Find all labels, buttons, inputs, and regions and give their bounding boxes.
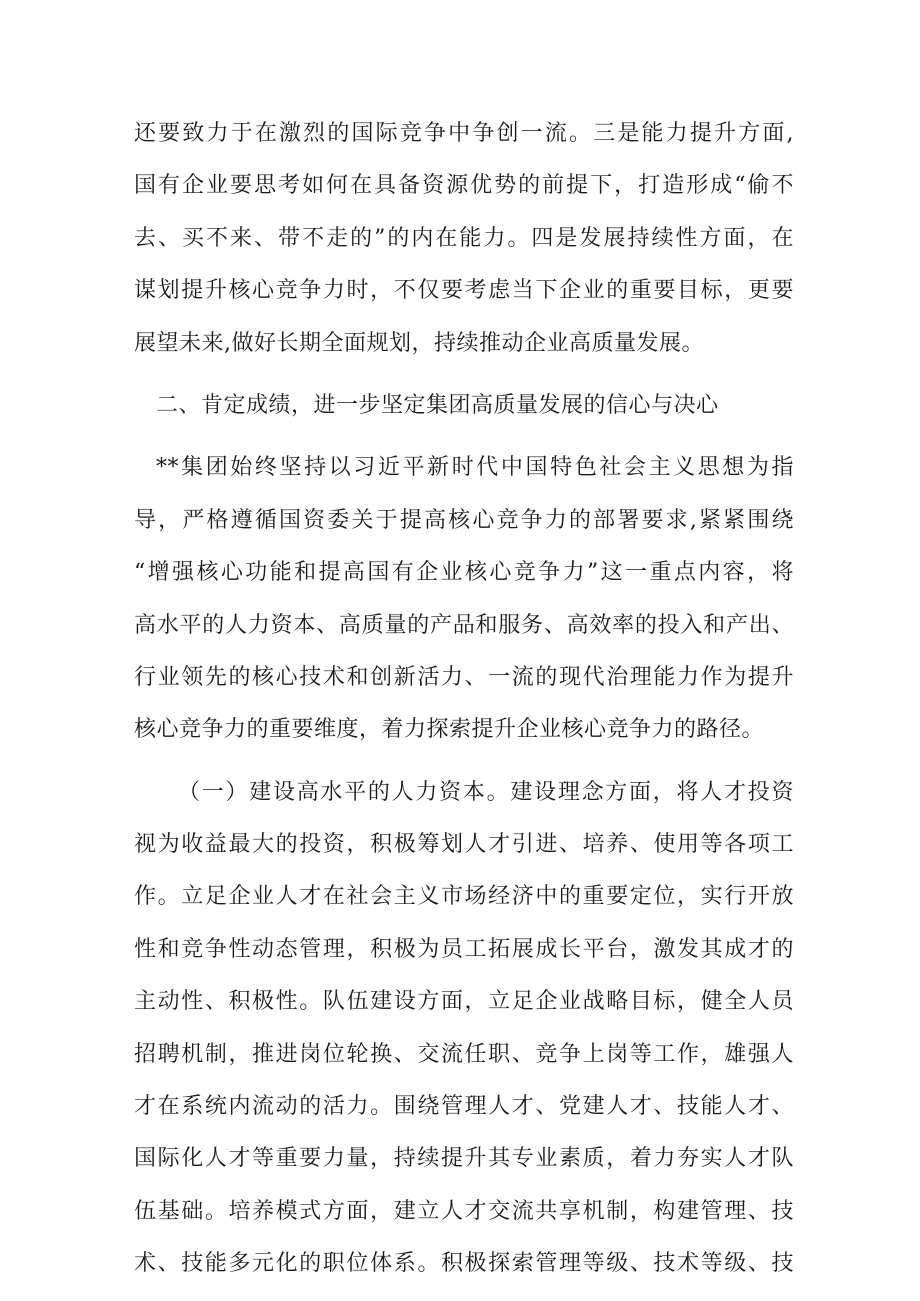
text-line: 视为收益最大的投资，积极筹划人才引进、培养、使用等各项工 (134, 832, 794, 858)
paragraph-human-capital (134, 767, 794, 1291)
text-line: 伍基础。培养模式方面，建立人才交流共享机制，构建管理、技 (134, 1198, 794, 1224)
spacer (134, 432, 794, 442)
document-body (134, 108, 794, 1291)
spacer (134, 370, 794, 380)
text-line: 招聘机制，推进岗位轮换、交流任职、竞争上岗等工作，雄强人 (134, 1041, 794, 1067)
text-line: 主动性、积极性。队伍建设方面，立足企业战略目标，健全人员 (134, 989, 794, 1015)
spacer (134, 757, 794, 767)
text-line: 还要致力于在激烈的国际竞争中争创一流。三是能力提升方面, (134, 121, 794, 146)
text-line: 去、买不来、带不走的”的内在能力。四是发展持续性方面，在 (134, 225, 794, 251)
text-line: 术、技能多元化的职位体系。积极探索管理等级、技术等级、技 (134, 1251, 794, 1277)
text-line: 国有企业要思考如何在具备资源优势的前提下，打造形成“偷不 (134, 173, 794, 199)
text-line: （一）建设高水平的人力资本。建设理念方面，将人才投资 (178, 779, 794, 805)
paragraph-group-achievements (134, 442, 794, 756)
text-line: 行业领先的核心技术和创新活力、一流的现代治理能力作为提升 (134, 664, 794, 690)
text-line: 国际化人才等重要力量，持续提升其专业素质，着力夯实人才队 (134, 1146, 794, 1172)
text-line: 高水平的人力资本、高质量的产品和服务、高效率的投入和产出、 (134, 612, 794, 638)
text-line: 导，严格遵循国资委关于提高核心竞争力的部署要求,紧紧围绕 (134, 507, 794, 533)
text-line: 核心竞争力的重要维度，着力探索提升企业核心竞争力的路径。 (134, 717, 765, 743)
text-line: 才在系统内流动的活力。围绕管理人才、党建人才、技能人才、 (134, 1094, 794, 1120)
text-line: **集团始终坚持以习近平新时代中国特色社会主义思想为指 (156, 455, 794, 481)
text-line: 谋划提升核心竞争力时，不仅要考虑当下企业的重要目标，更要 (134, 278, 794, 304)
text-line: “增强核心功能和提高国有企业核心竞争力”这一重点内容，将 (134, 560, 794, 586)
section-heading: 二、肯定成绩，进一步坚定集团高质量发展的信心与决心 (156, 392, 719, 418)
text-line: 作。立足企业人才在社会主义市场经济中的重要定位，实行开放 (134, 884, 794, 910)
text-line: 性和竞争性动态管理，积极为员工拓展成长平台，激发其成才的 (134, 936, 794, 962)
text-line: 展望未来,做好长期全面规划，持续推动企业高质量发展。 (134, 330, 704, 356)
paragraph-continuation (134, 108, 794, 370)
